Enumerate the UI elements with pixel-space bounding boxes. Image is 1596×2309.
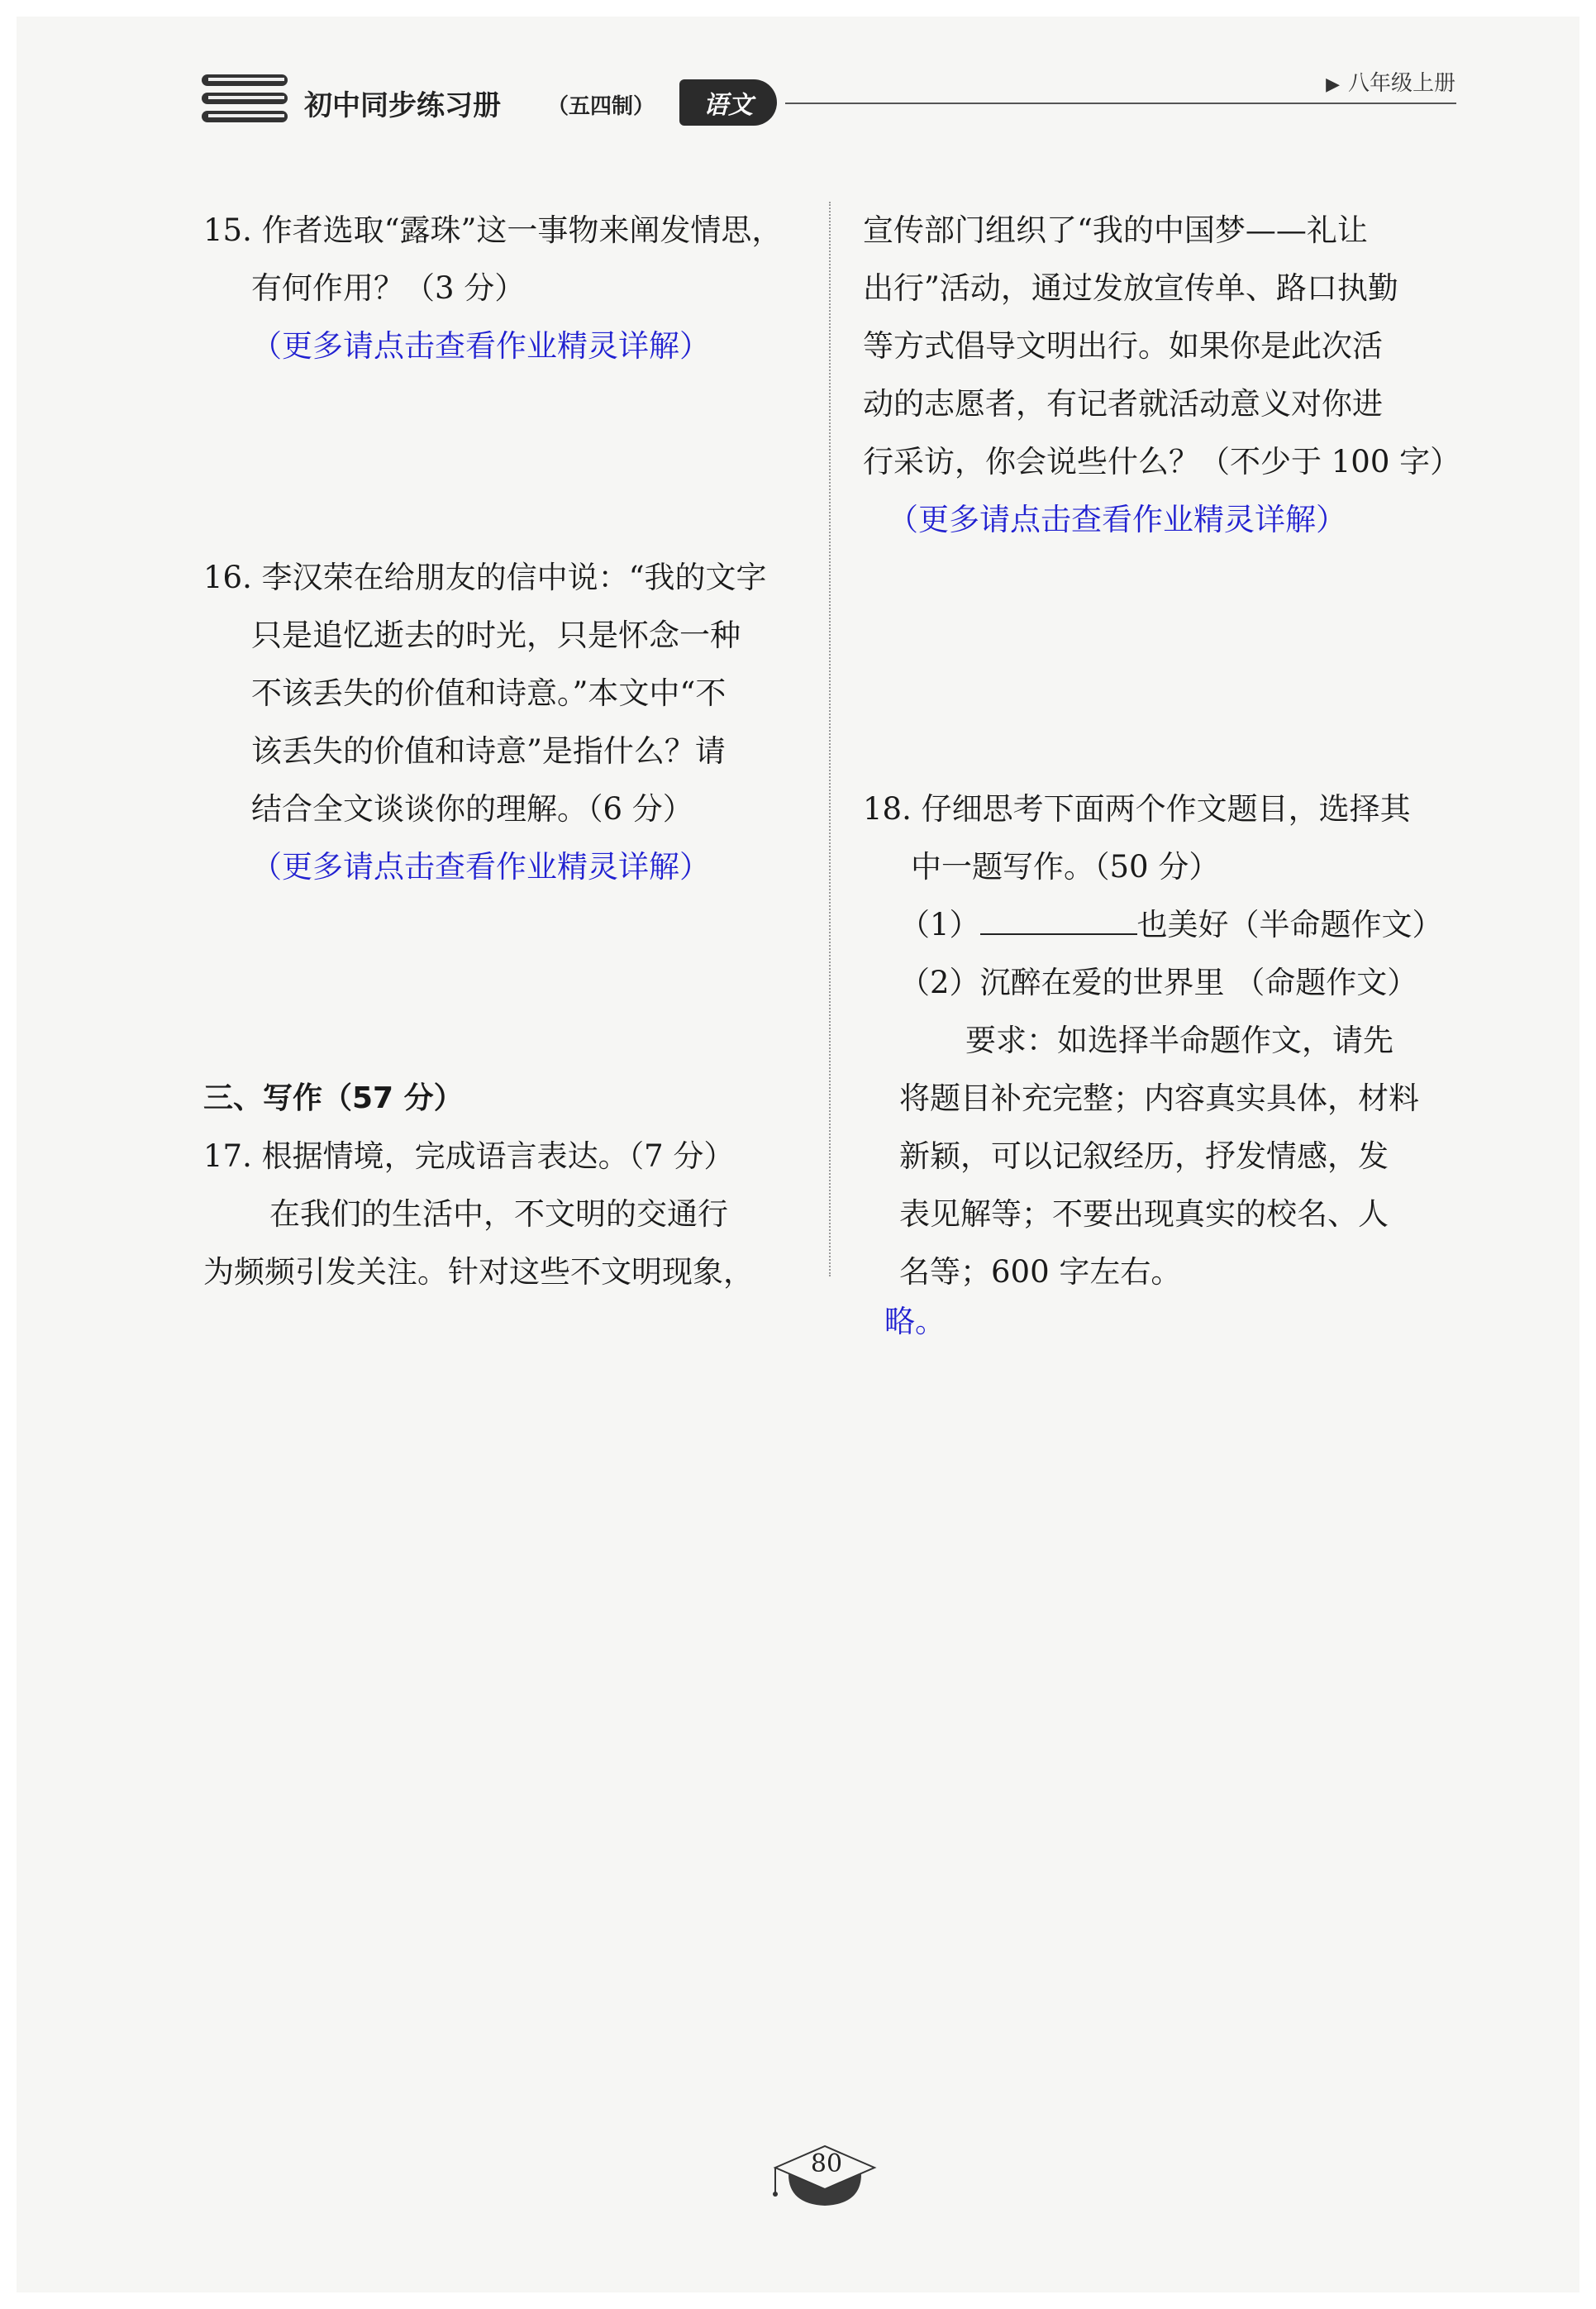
page-number: 80: [810, 2149, 843, 2178]
q18-option-1: [863, 896, 1458, 954]
q18-requirement-line5: 名等；600 字左右。: [899, 1254, 1182, 1290]
q18-requirement-line4: 表见解等；不要出现真实的校名、人: [899, 1196, 1389, 1232]
section-heading: 三、写作（57 分）: [203, 1081, 464, 1115]
grade-tag: [1326, 66, 1455, 97]
book-title: 初中同步练习册: [304, 89, 501, 122]
q17-context-line1: 在我们的生活中，不文明的交通行: [269, 1196, 728, 1232]
q16-answer-link[interactable]: （更多请点击查看作业精灵详解）: [251, 849, 710, 885]
q17-answer-link[interactable]: （更多请点击查看作业精灵详解）: [888, 502, 1346, 537]
q16-stem-line4: 该丢失的价值和诗意”是指什么？请: [251, 733, 726, 769]
q17-context-line6: 动的志愿者，有记者就活动意义对你进: [863, 386, 1383, 422]
q17-context-line7: 行采访，你会说些什么？（不少于 100 字）: [863, 444, 1461, 479]
option-1-number: （1）: [899, 907, 980, 942]
q16-stem-line3: 不该丢失的价值和诗意。”本文中“不: [251, 675, 727, 711]
q17-stem-line1: 17. 根据情境，完成语言表达。（7 分）: [203, 1138, 735, 1174]
q15-stem-line1: 15. 作者选取“露珠”这一事物来阐发情思，: [203, 212, 783, 248]
answer-space: [203, 896, 807, 1070]
q18-requirement-line2: 将题目补充完整；内容真实具体，材料: [899, 1081, 1419, 1116]
answer-space: [203, 375, 807, 549]
q17-context-line5: 等方式倡导文明出行。如果你是此次活: [863, 328, 1383, 364]
fill-blank: [980, 900, 1137, 935]
q16-stem-line5: 结合全文谈谈你的理解。（6 分）: [251, 791, 693, 827]
option-1-title: 也美好（半命题作文）: [1136, 907, 1443, 942]
grade-label: 八年级上册: [1347, 71, 1455, 96]
right-column: [863, 202, 1461, 1343]
q18-requirement-line1: 要求：如选择半命题作文，请先: [965, 1023, 1394, 1058]
subject-badge: 语文: [679, 79, 777, 126]
q18-answer: 略。: [884, 1304, 946, 1339]
q17-context-line2: 为频频引发关注。针对这些不文明现象，: [203, 1254, 754, 1290]
column-divider: [829, 202, 831, 1276]
left-column: [203, 202, 807, 1301]
book-edition: （五四制）: [547, 94, 655, 119]
page-number-badge: [767, 2141, 883, 2216]
q16-stem-line2: 只是追忆逝去的时光，只是怀念一种: [251, 618, 741, 653]
q15-stem-line2: 有何作用？（3 分）: [251, 270, 526, 306]
q18-stem-line2: 中一题写作。（50 分）: [911, 849, 1220, 885]
q17-context-line4: 出行”活动，通过发放宣传单、路口执勤: [863, 270, 1398, 306]
q16-stem-line1: 16. 李汉荣在给朋友的信中说：“我的文字: [203, 560, 767, 595]
book-stack-icon: [200, 71, 291, 131]
answer-space: [863, 549, 1458, 780]
q18-requirement-line3: 新颖，可以记叙经历，抒发情感，发: [899, 1138, 1389, 1174]
triangle-icon: ▶: [1326, 74, 1340, 95]
q15-answer-link[interactable]: （更多请点击查看作业精灵详解）: [251, 328, 710, 364]
q18-stem-line1: 18. 仔细思考下面两个作文题目，选择其: [863, 791, 1411, 827]
header-rule: [785, 103, 1456, 104]
q18-option-2: （2）沉醉在爱的世界里 （命题作文）: [899, 965, 1418, 1000]
q17-context-line3: 宣传部门组织了“我的中国梦——礼让: [863, 212, 1368, 248]
